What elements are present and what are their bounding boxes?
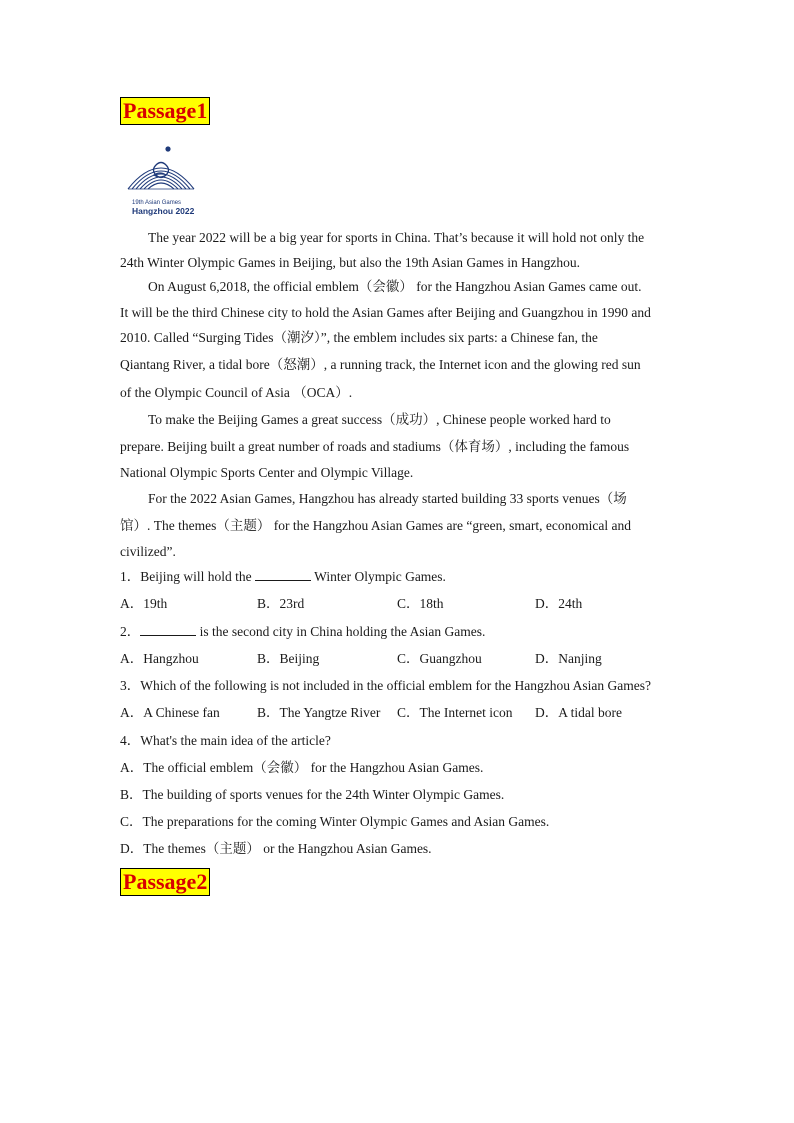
question-1-option-d[interactable]: D．24th <box>535 596 583 611</box>
question-4-stem: 4．What's the main idea of the article? <box>120 733 331 748</box>
question-4-option-b[interactable]: B．The building of sports venues for the 24th Winter Olympic Games. <box>120 787 505 802</box>
hangzhou-asian-games-emblem <box>122 145 200 217</box>
question-2-option-b[interactable]: B．Beijing <box>257 651 320 666</box>
paragraph-line: civilized”. <box>120 544 176 559</box>
answer-blank <box>140 623 196 636</box>
question-3-option-b[interactable]: B．The Yangtze River <box>257 705 381 720</box>
question-1-option-c[interactable]: C．18th <box>397 596 444 611</box>
question-3-option-a[interactable]: A．A Chinese fan <box>120 705 220 720</box>
question-3-option-d[interactable]: D．A tidal bore <box>535 705 622 720</box>
question-1-stem <box>120 568 446 586</box>
question-2-option-d[interactable]: D．Nanjing <box>535 651 602 666</box>
paragraph-line: 24th Winter Olympic Games in Beijing, but also the 19th Asian Games in Hangzhou. <box>120 255 581 270</box>
question-3-option-c[interactable]: C．The Internet icon <box>397 705 513 720</box>
question-1-stem-end: Winter Olympic Games. <box>311 569 446 584</box>
question-2-stem-start: 2． <box>120 624 141 639</box>
question-2-stem <box>120 623 485 641</box>
paragraph-line: 馆）. The themes（主题） for the Hangzhou Asian Games are “green, smart, economical and <box>120 518 631 533</box>
question-1-stem-start: 1．Beijing will hold the <box>120 569 255 584</box>
paragraph-line: of the Olympic Council of Asia （OCA）. <box>120 385 353 400</box>
question-2-stem-end: is the second city in China holding the Asian Games. <box>196 624 486 639</box>
question-3-stem: 3．Which of the following is not included in the official emblem for the Hangzhou Asian Games? <box>120 678 651 693</box>
paragraph-line: To make the Beijing Games a great success（成功）, Chinese people worked hard to <box>148 412 611 427</box>
paragraph-line: The year 2022 will be a big year for sports in China. That’s because it will hold not only the <box>148 230 645 245</box>
paragraph-line: On August 6,2018, the official emblem（会徽） for the Hangzhou Asian Games came out. <box>148 279 642 294</box>
paragraph-line: It will be the third Chinese city to hold the Asian Games after Beijing and Guangzhou in 1990 and <box>120 305 651 320</box>
question-2-option-c[interactable]: C．Guangzhou <box>397 651 482 666</box>
paragraph-line: Qiantang River, a tidal bore（怒潮）, a running track, the Internet icon and the glowing red sun <box>120 357 641 372</box>
passage-1-heading: Passage1 <box>120 97 210 125</box>
paragraph-line: For the 2022 Asian Games, Hangzhou has already started building 33 sports venues（场 <box>148 491 627 506</box>
passage-2-heading: Passage2 <box>120 868 210 896</box>
emblem-caption-main: Hangzhou 2022 <box>132 206 195 216</box>
emblem-caption-small: 19th Asian Games <box>132 200 182 206</box>
question-4-option-a[interactable]: A．The official emblem（会徽） for the Hangzhou Asian Games. <box>120 760 484 775</box>
question-1-option-b[interactable]: B．23rd <box>257 596 305 611</box>
question-1-option-a[interactable]: A．19th <box>120 596 168 611</box>
question-4-option-d[interactable]: D．The themes（主题） or the Hangzhou Asian Games. <box>120 841 432 856</box>
emblem-graphic-icon <box>122 145 200 201</box>
question-2-option-a[interactable]: A．Hangzhou <box>120 651 199 666</box>
answer-blank <box>255 568 311 581</box>
paragraph-line: National Olympic Sports Center and Olympic Village. <box>120 465 414 480</box>
question-4-option-c[interactable]: C．The preparations for the coming Winter Olympic Games and Asian Games. <box>120 814 550 829</box>
paragraph-line: prepare. Beijing built a great number of roads and stadiums（体育场）, including the famous <box>120 439 630 454</box>
paragraph-line: 2010. Called “Surging Tides（潮汐）”, the emblem includes six parts: a Chinese fan, the <box>120 330 598 345</box>
